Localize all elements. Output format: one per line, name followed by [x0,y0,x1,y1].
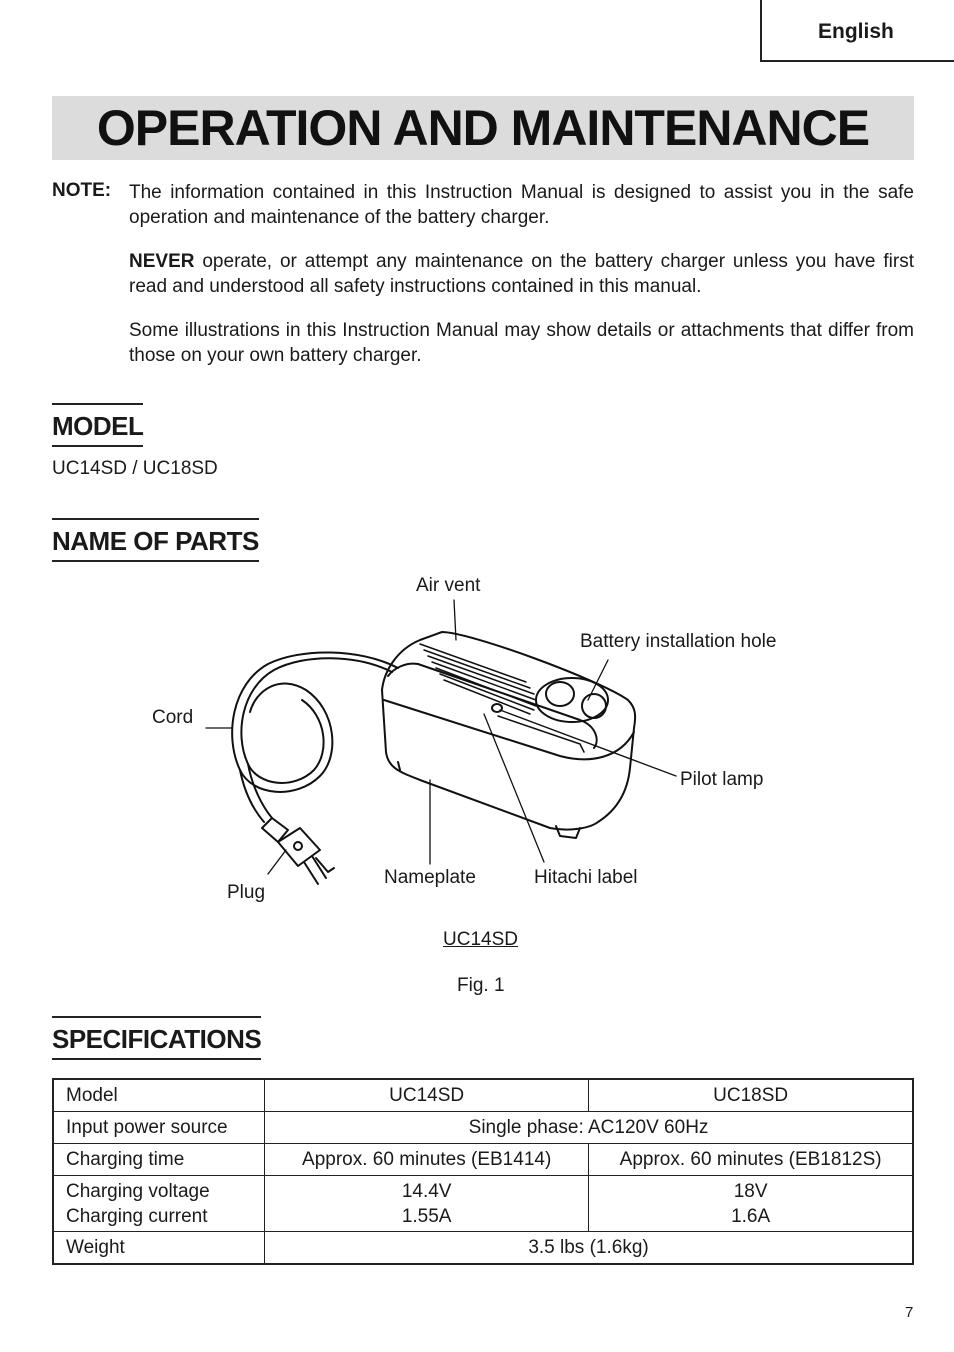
cell-value: UC18SD [589,1079,913,1112]
cell-line: 18V [733,1180,768,1202]
row-label: Model [53,1079,265,1112]
page-number: 7 [905,1304,914,1321]
row-label-line: Charging current [66,1205,208,1227]
model-text: UC14SD / UC18SD [52,458,218,479]
table-row [53,1112,913,1144]
cell-value: Single phase: AC120V 60Hz [265,1112,913,1144]
language-tab [760,0,954,62]
cell-value: UC14SD [265,1079,589,1112]
table-row [53,1079,913,1112]
table-row [53,1232,913,1265]
cell-value [589,1176,913,1232]
charger-illustration [0,560,954,900]
row-label-line: Charging voltage [66,1180,210,1202]
table-row [53,1144,913,1176]
label-hitachi: Hitachi label [534,867,638,888]
label-cord: Cord [152,707,194,728]
language-label: English [818,20,894,43]
figure-model-caption: UC14SD [443,929,518,950]
figure-caption: Fig. 1 [457,975,505,996]
table-row [53,1176,913,1232]
label-battery-hole: Battery installation hole [580,631,777,652]
never-emphasis: NEVER [129,251,195,272]
model-heading: MODEL [52,403,143,447]
specifications-heading: SPECIFICATIONS [52,1016,261,1060]
row-label [53,1176,265,1232]
cell-line: 14.4V [401,1180,452,1202]
cell-line: 1.55A [401,1205,452,1227]
note-paragraph-2-text: operate, or attempt any maintenance on the battery charger unless you have first read and understood all safety instructions contained in this manual. [129,251,914,297]
label-nameplate: Nameplate [384,867,476,888]
note-label: NOTE: [52,180,112,201]
cell-value: 3.5 lbs (1.6kg) [265,1232,913,1265]
row-label: Input power source [53,1112,265,1144]
cell-value: Approx. 60 minutes (EB1414) [265,1144,589,1176]
specifications-table [52,1078,914,1265]
note-paragraph-2 [129,249,914,299]
row-label: Weight [53,1232,265,1265]
title-bar [52,96,914,160]
note-paragraph-3: Some illustrations in this Instruction Manual may show details or attachments that differ from those on your own battery charger. [129,320,914,366]
parts-heading: NAME OF PARTS [52,518,259,562]
note-paragraph-1: The information contained in this Instruction Manual is designed to assist you in the safe operation and maintenance of the battery charger. [129,182,914,228]
label-air-vent: Air vent [416,575,481,596]
row-label: Charging time [53,1144,265,1176]
cell-line: 1.6A [731,1205,771,1227]
cell-value: Approx. 60 minutes (EB1812S) [589,1144,913,1176]
cell-value [265,1176,589,1232]
label-plug: Plug [227,882,266,903]
page-title: OPERATION AND MAINTENANCE [96,100,870,156]
label-pilot-lamp: Pilot lamp [680,769,764,790]
